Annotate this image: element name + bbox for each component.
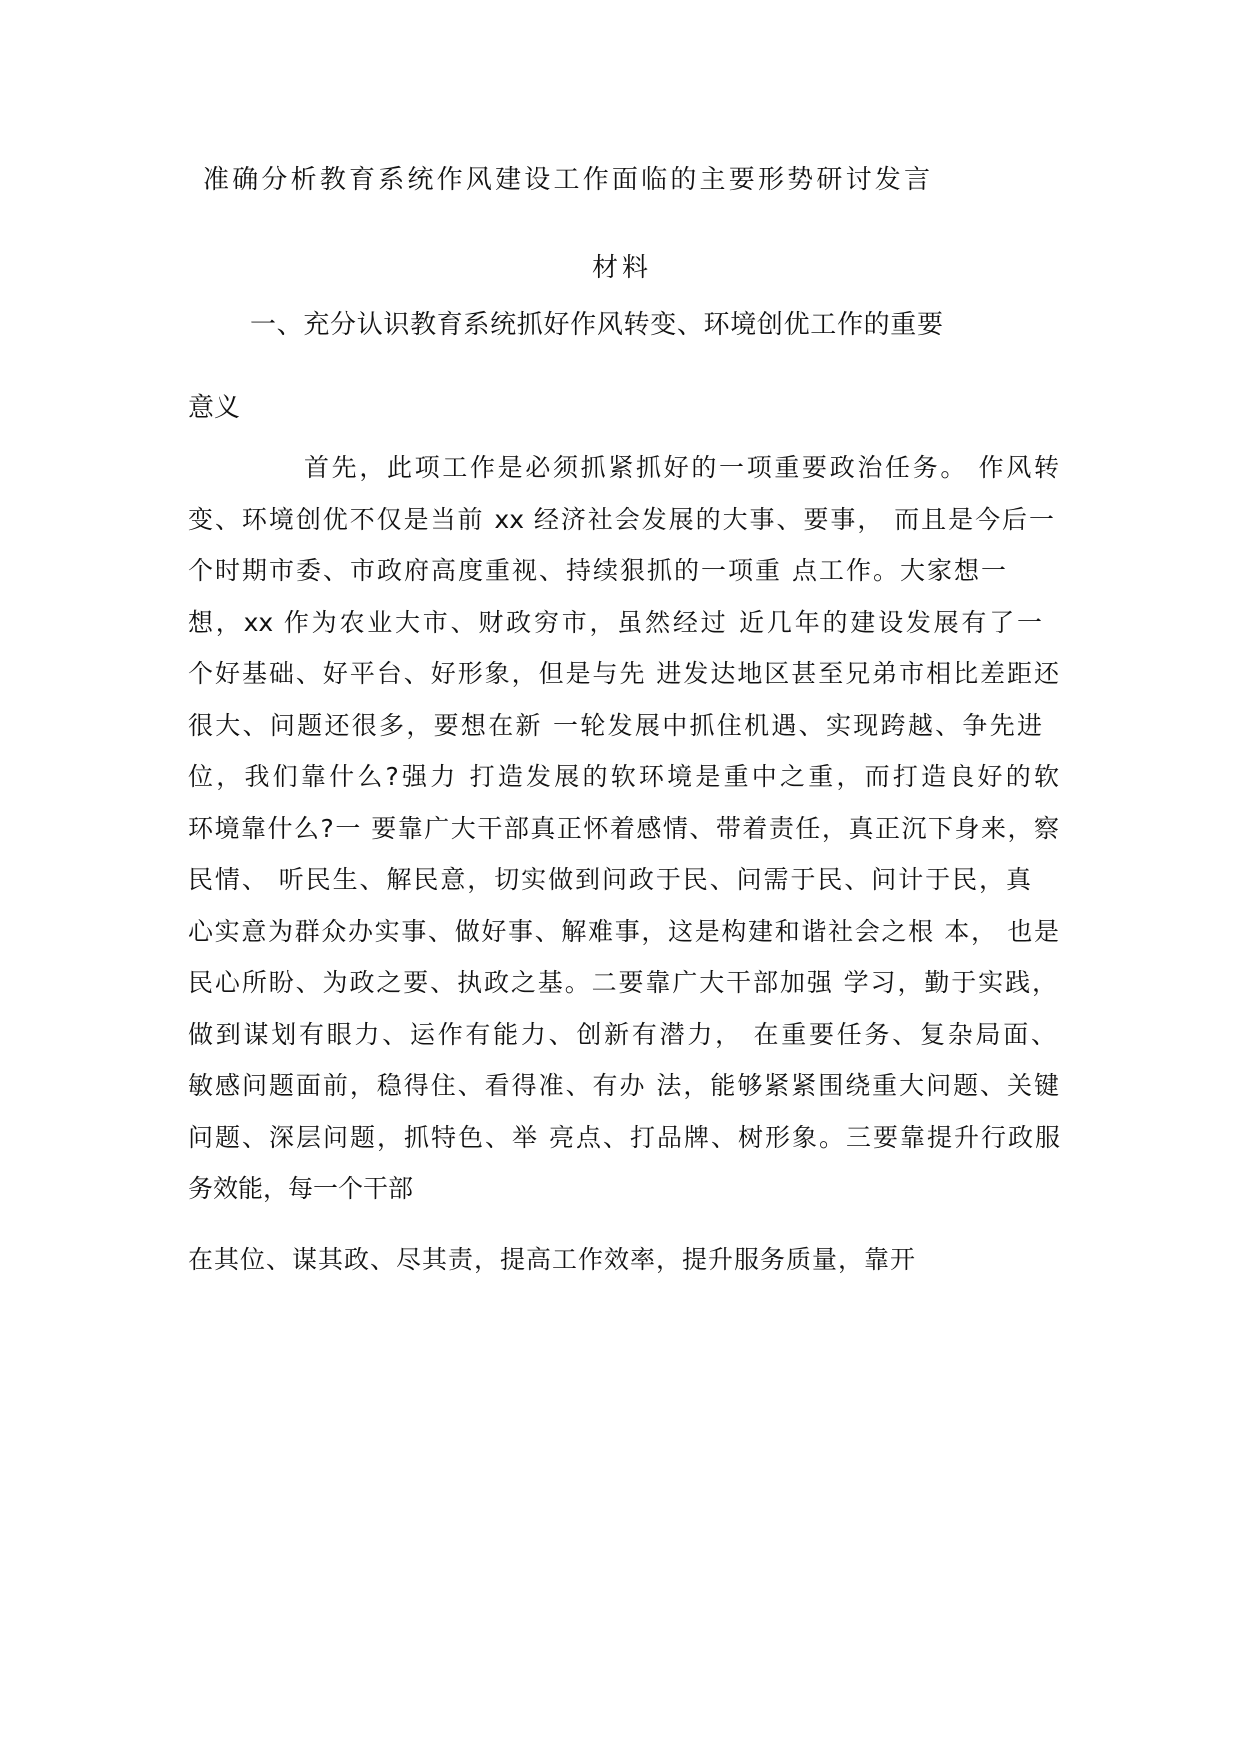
paragraph-line: 问题、深层问题，抓特色、举 亮点、打品牌、树形象。三要靠提升行政服 <box>188 1122 1060 1152</box>
body-paragraph <box>188 442 1060 1215</box>
paragraph-line: 环境靠什么?一 要靠广大干部真正怀着感情、带着责任，真正沉下身来，察 <box>188 813 1059 843</box>
final-line: 在其位、谋其政、尽其责，提高工作效率，提升服务质量，靠开 <box>188 1245 917 1274</box>
paragraph-line: 想，xx 作为农业大市、财政穷市，虽然经过 近几年的建设发展有了一 <box>188 607 1042 637</box>
paragraph-line: 很大、问题还很多，要想在新 一轮发展中抓住机遇、实现跨越、争先进 <box>188 710 1042 740</box>
paragraph-line: 个时期市委、市政府高度重视、持续狠抓的一项重 点工作。大家想一 <box>188 556 1006 585</box>
document-title-continuation: 材料 <box>592 253 648 283</box>
paragraph-line: 个好基础、好平台、好形象，但是与先 进发达地区甚至兄弟市相比差距还 <box>188 659 1059 688</box>
section-heading-continuation: 意义 <box>188 393 241 423</box>
paragraph-line: 做到谋划有眼力、运作有能力、创新有潜力， 在重要任务、复杂局面、 <box>188 1019 1056 1049</box>
paragraph-line: 务效能，每一个干部 <box>188 1174 414 1203</box>
paragraph-line: 变、环境创优不仅是当前 xx 经济社会发展的大事、要事， 而且是今后一 <box>188 504 1054 534</box>
paragraph-line: 民情、 听民生、解民意，切实做到问政于民、问需于民、问计于民，真 <box>188 865 1031 894</box>
paragraph-line: 首先，此项工作是必须抓紧抓好的一项重要政治任务。 作风转 <box>304 453 1059 482</box>
document-title: 准确分析教育系统作风建设工作面临的主要形势研讨发言 <box>203 165 930 195</box>
paragraph-line: 敏感问题面前，稳得住、看得准、有办 法，能够紧紧围绕重大问题、关键 <box>188 1071 1059 1100</box>
section-heading: 一、充分认识教育系统抓好作风转变、环境创优工作的重要 <box>250 310 943 340</box>
paragraph-line: 心实意为群众办实事、做好事、解难事，这是构建和谐社会之根 本， 也是 <box>188 916 1059 946</box>
paragraph-line: 位，我们靠什么?强力 打造发展的软环境是重中之重，而打造良好的软 <box>188 762 1059 791</box>
paragraph-line: 民心所盼、为政之要、执政之基。二要靠广大干部加强 学习，勤于实践， <box>188 968 1057 997</box>
